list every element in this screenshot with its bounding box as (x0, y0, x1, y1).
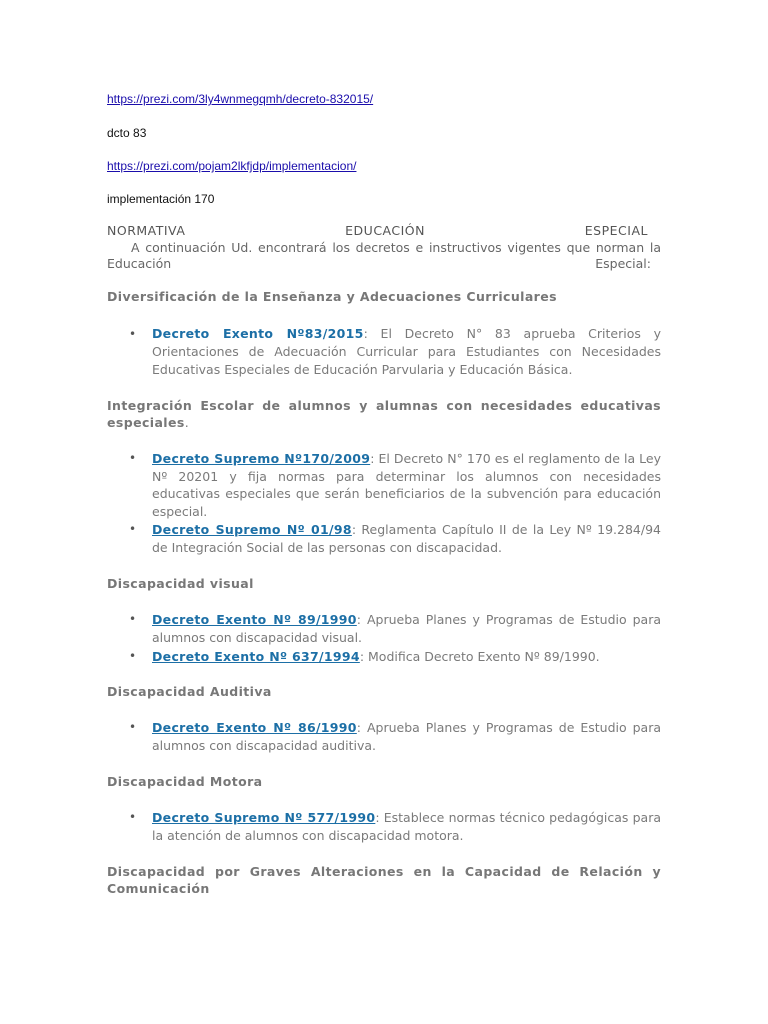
decreto-exento-83-link[interactable]: Decreto Exento Nº83/2015 (152, 326, 364, 341)
bullet: • (129, 720, 137, 734)
intro-word-especial: Especial: (595, 256, 651, 271)
section-heading-auditiva: Discapacidad Auditiva (107, 684, 272, 699)
decreto-supremo-577-link[interactable]: Decreto Supremo Nº 577/1990 (152, 810, 376, 825)
section-heading-relacion-comunicacion: Discapacidad por Graves Alteraciones en la Capacidad de Relación y Comunicación (107, 864, 661, 896)
decreto-supremo-170-link[interactable]: Decreto Supremo Nº170/2009 (152, 451, 371, 466)
label-implementacion-170: implementación 170 (107, 192, 215, 206)
decreto-exento-637-link[interactable]: Decreto Exento Nº 637/1994 (152, 649, 360, 664)
prezi-link-decreto-83[interactable]: https://prezi.com/3ly4wnmegqmh/decreto-832015/ (107, 92, 374, 106)
section-heading-diversificacion: Diversificación de la Enseñanza y Adecuaciones Curriculares (107, 289, 557, 304)
educacion-word: EDUCACIÓN (345, 223, 425, 238)
decreto-supremo-577-text: : Establece normas técnico pedagógicas para la atención de alumnos con discapacidad motora. (152, 810, 662, 843)
label-dcto-83: dcto 83 (107, 126, 147, 140)
intro-paragraph (107, 240, 661, 272)
decreto-exento-86-text: : Aprueba Planes y Programas de Estudio para alumnos con discapacidad auditiva. (152, 720, 661, 753)
section-heading-integracion-text: Integración Escolar de alumnos y alumnas con necesidades educativas especiales (107, 398, 661, 430)
section-heading-integracion-period: . (184, 415, 190, 430)
bullet: • (129, 649, 137, 663)
normativa-title (107, 223, 648, 238)
especial-word: ESPECIAL (584, 223, 648, 238)
decreto-exento-86-link[interactable]: Decreto Exento Nº 86/1990 (152, 720, 357, 735)
intro-line-2 (107, 256, 661, 272)
decreto-exento-89-text: : Aprueba Planes y Programas de Estudio para alumnos con discapacidad visual. (152, 612, 661, 645)
decreto-supremo-01-98-link[interactable]: Decreto Supremo Nº 01/98 (152, 522, 352, 537)
decreto-supremo-01-98-text: : Reglamenta Capítulo II de la Ley Nº 19.284/94 de Integración Social de las personas con discapacidad. (152, 522, 661, 555)
decreto-supremo-170-text: : El Decreto N° 170 es el reglamento de la Ley Nº 20201 y fija normas para determinar los alumnos con necesidades educativas especiales que serán beneficiarios de la subvención para educación especial. (152, 451, 661, 519)
list-item-decreto-83 (129, 325, 661, 379)
list-item-decreto-86 (129, 719, 661, 754)
decreto-exento-89-link[interactable]: Decreto Exento Nº 89/1990 (152, 612, 357, 627)
bullet: • (129, 612, 137, 626)
list-item-decreto-577 (129, 809, 662, 844)
bullet: • (129, 810, 137, 824)
intro-line-1: A continuación Ud. encontrará los decretos e instructivos vigentes que norman la (131, 240, 661, 255)
list-item-decreto-637 (129, 648, 661, 666)
intro-word-educacion: Educación (107, 256, 172, 271)
section-heading-visual: Discapacidad visual (107, 576, 254, 591)
bullet: • (129, 522, 137, 536)
bullet: • (129, 327, 137, 341)
list-item-decreto-170 (129, 450, 661, 520)
bullet: • (129, 451, 137, 465)
section-heading-integracion (107, 397, 661, 431)
decreto-exento-83-text: : El Decreto N° 83 aprueba Criterios y Orientaciones de Adecuación Curricular para Estudiantes con Necesidades Educativas Especiales de Educación Parvularia y Educación Básica. (152, 326, 661, 377)
list-item-decreto-01-98 (129, 521, 661, 556)
normativa-word: NORMATIVA (107, 223, 186, 238)
prezi-link-implementacion[interactable]: https://prezi.com/pojam2lkfjdp/implementacion/ (107, 159, 357, 173)
section-heading-motora: Discapacidad Motora (107, 774, 263, 789)
decreto-exento-637-text: : Modifica Decreto Exento Nº 89/1990. (359, 649, 600, 664)
list-item-decreto-89 (129, 611, 661, 646)
